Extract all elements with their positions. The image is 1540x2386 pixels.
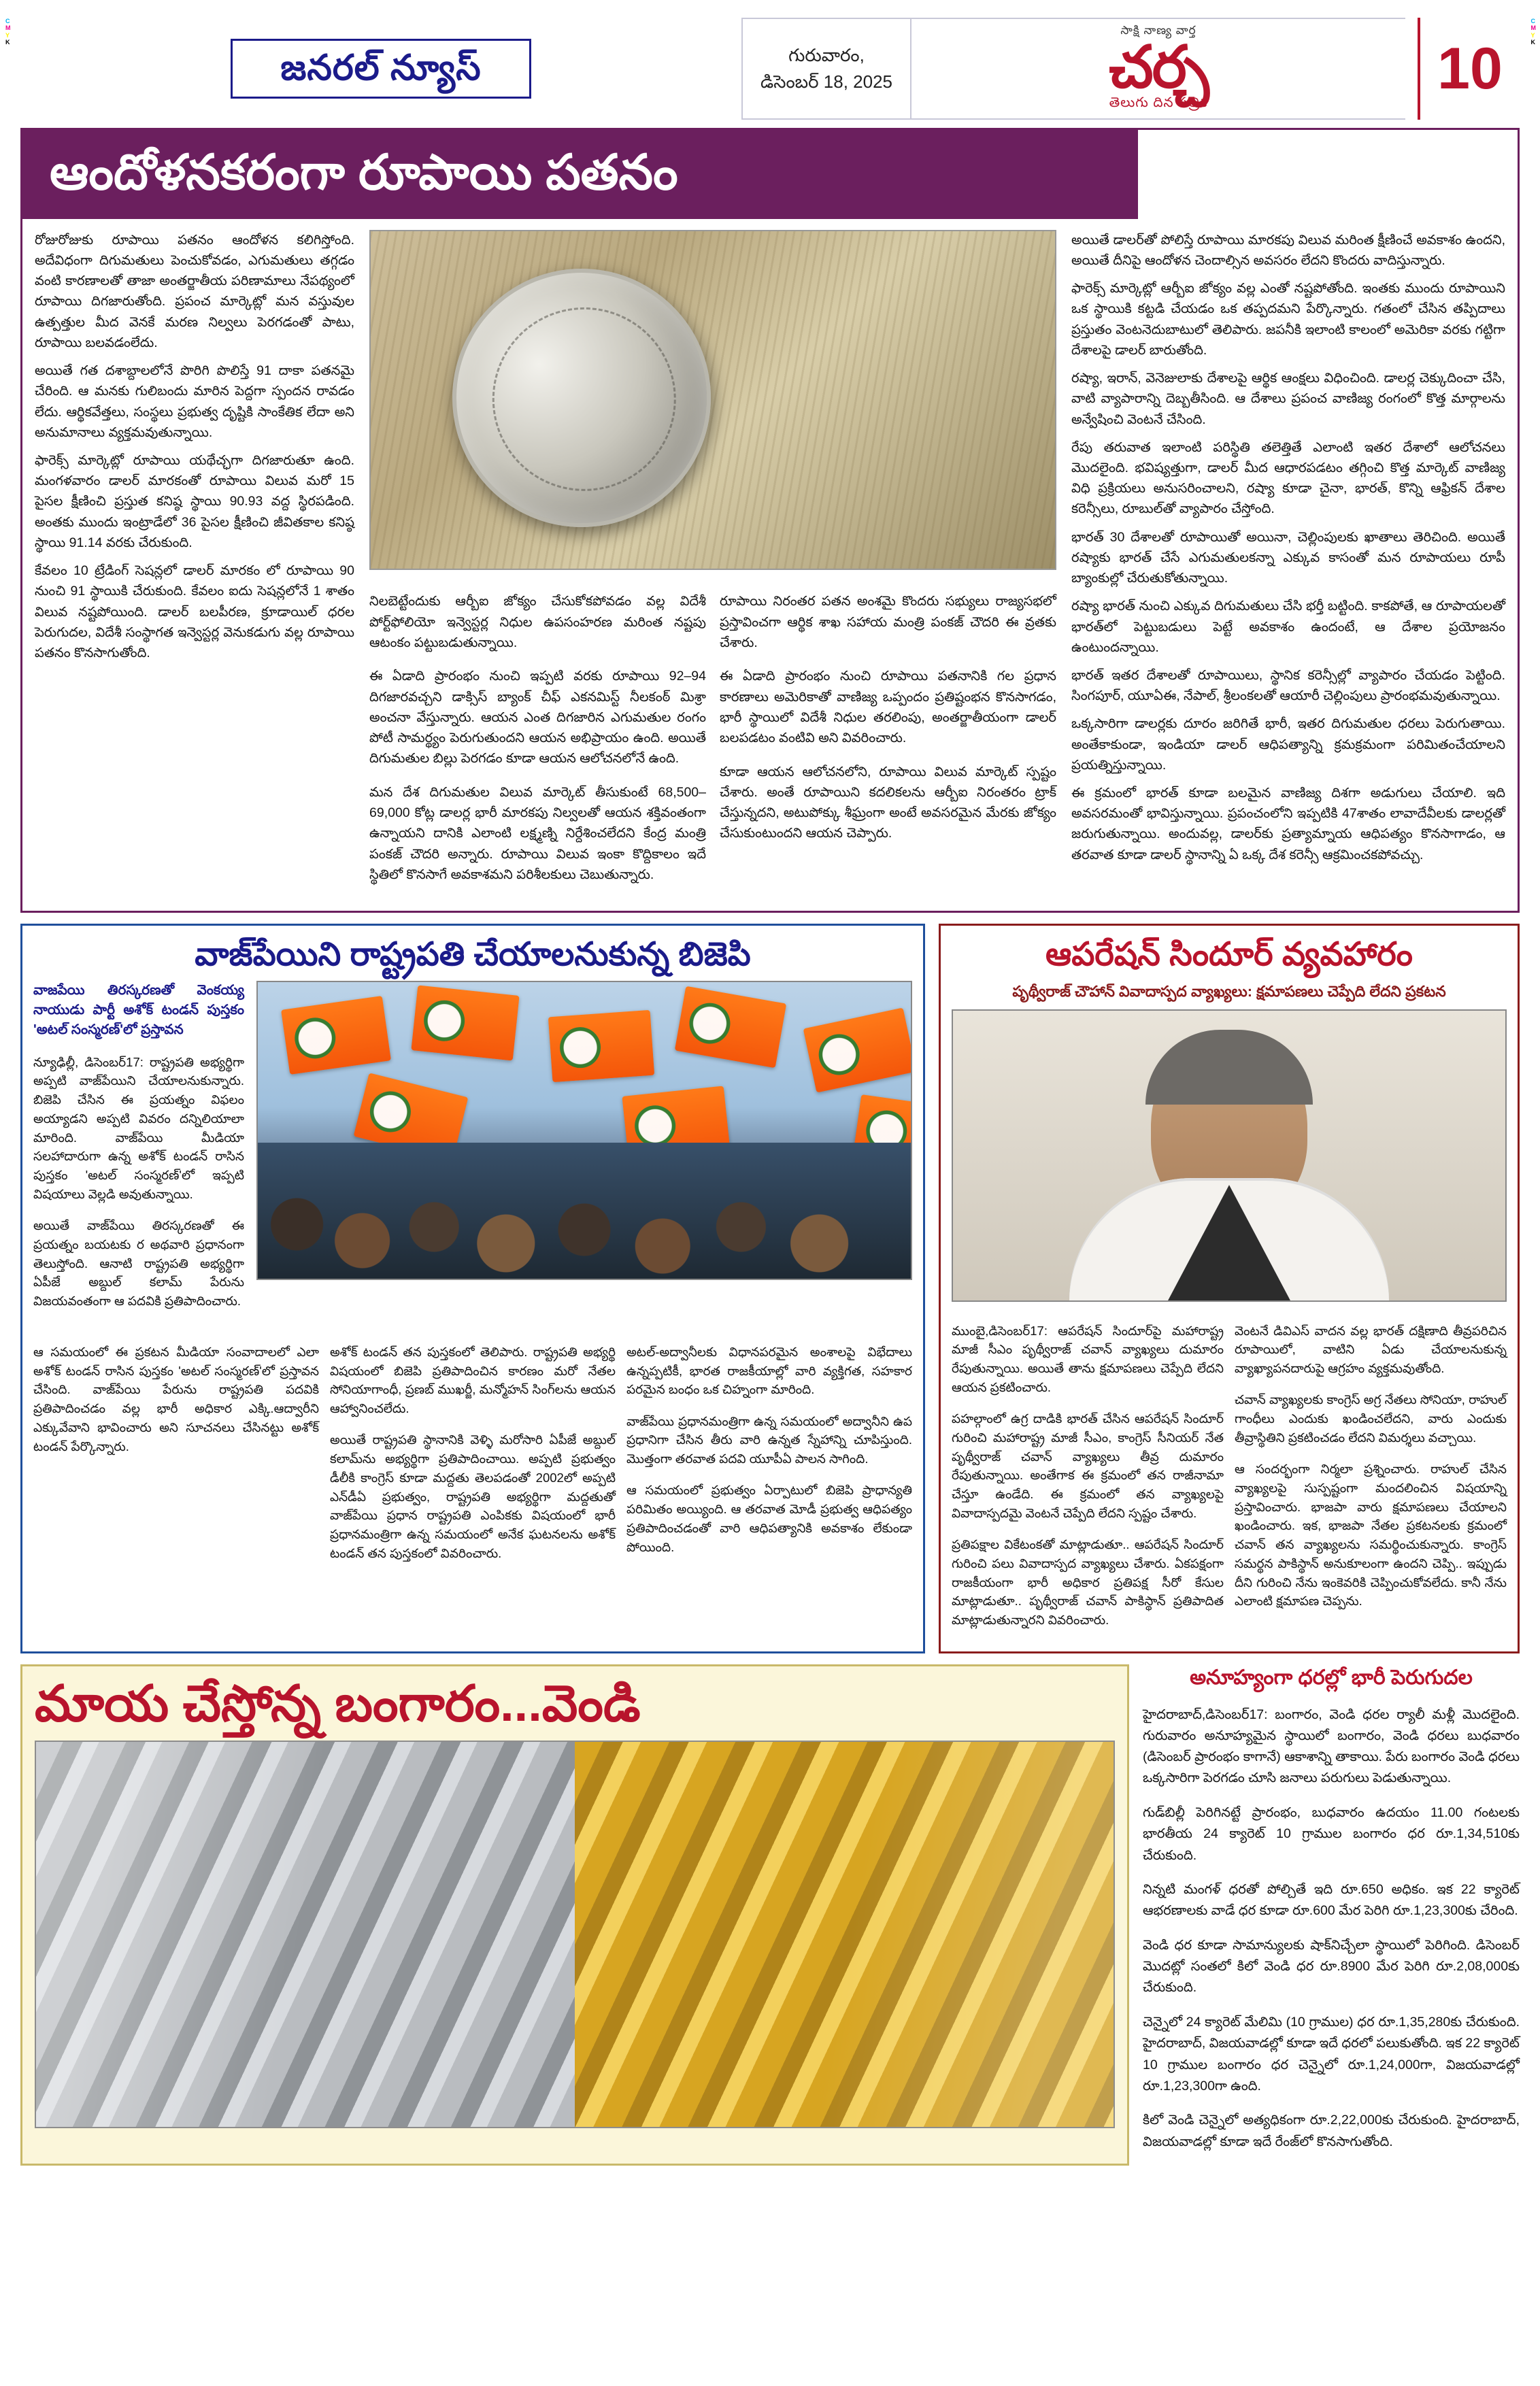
photo-prithviraj-chavan bbox=[952, 1009, 1507, 1302]
bjp-headline: వాజ్‌పేయిని రాష్ట్రపతి చేయాలనుకున్న బిజెపి bbox=[195, 936, 751, 973]
section-badge-wrap bbox=[20, 18, 741, 120]
sindoor-columns bbox=[952, 1309, 1507, 1642]
paragraph: ఫారెక్స్ మార్కెట్లో రూపాయి యథేచ్ఛగా దిగజారుతూ ఉంది. మంగళవారం డాలర్ మారకంతో రూపాయి విలువ మరో 15 పైసల క్షీణించి ప్రస్తుత కనిష్ఠ స్థాయి 90.93 వద్ద స్థిరపడింది. అంతకు ముందు ఇంట్రాడేలో 36 పైసల క్షీణించి జీవితకాల కనిష్ఠ స్థాయి 91.14 వరకు చేరుకుంది. bbox=[35, 452, 354, 550]
party-flag-icon bbox=[281, 996, 391, 1075]
paragraph: అటల్-అద్వానీలకు విధానపరమైన అంశాలపై విభేదాలు ఉన్నప్పటికీ, భారత రాజకీయాల్లో వారి వ్యక్తిగత, సహకార పరమైన బంధం ఒక చిహ్నంగా మారింది. bbox=[626, 1344, 912, 1397]
lead-column-2 bbox=[369, 578, 706, 898]
logo-tagline-top: సాక్షి నాణ్య వార్త bbox=[1120, 23, 1196, 37]
party-flag-icon bbox=[675, 986, 786, 1069]
bjp-column-2 bbox=[330, 1330, 616, 1575]
paragraph: రష్యా, ఇరాన్, వెనెజులాకు దేశాలపై ఆర్థిక ఆంక్షలు విధించింది. డాలర్ల చెక్కుదించా చేసి, వాటి వ్యాపారాన్ని దెబ్బతీసింది. ఆ దేశాలు ప్రపంచ వాణిజ్య రంగంలో కొత్త మార్గాలను అన్వేషించి వెంటనే చేసింది. bbox=[1071, 371, 1505, 427]
party-flag-icon bbox=[411, 986, 519, 1061]
paragraph: న్యూఢిల్లీ, డిసెంబర్17: రాష్ట్రపతి అభ్యర్థిగా అప్పటి వాజ్‌పేయిని చేయాలనుకున్నారు. బిజెపి చేసిన ఈ ప్రయత్నం విఫలం అయ్యాడని అప్పటి వివరం దన్నిలియాలా మారింది. వాజ్‌పేయి మీడియా సలహాదారుగా ఉన్న అశోక్ టండన్ రాసిన పుస్తకం 'అటల్ సంస్మరణ్'లో ఇప్పటి విషయాలు వెల్లడి అవుతున్నాయి. bbox=[33, 1054, 244, 1201]
photo-bjp-rally bbox=[256, 981, 912, 1280]
bjp-bottom-columns bbox=[33, 1330, 912, 1575]
cmyk-marks-right bbox=[1531, 18, 1537, 46]
paragraph: నిలబెట్టేందుకు ఆర్బీఐ జోక్యం చేసుకోకపోవడం వల్ల విదేశీ పోర్ట్‌ఫోలియో ఇన్వెస్టర్ల నిధుల ఉపసంహరణ మరింత నష్టపు ఆటంకం పట్టుబడుతున్నాయి. bbox=[369, 594, 706, 650]
bjp-column-3 bbox=[626, 1330, 912, 1575]
paragraph: రేపు తరువాత ఇలాంటి పరిస్థితి తలెత్తితే ఎలాంటి ఇతర దేశాలో ఆలోచనలు మొదలైంది. భవిష్యత్తుగా, డాలర్ మీద ఆధారపడటం తగ్గించి కొత్త మార్కెట్ వాణిజ్య విధి ప్రక్రియలు అనుసరించాలని, రష్యా కూడా చైనా, భారత్, కొన్ని ఆఫ్రికన్ దేశాల కరెన్సీలు, రూబుల్‌తో వ్యాపారం చేస్తోంది. bbox=[1071, 439, 1505, 517]
lead-column-1 bbox=[35, 230, 354, 898]
cmyk-c: C bbox=[1530, 18, 1535, 24]
sindoor-column-2 bbox=[1235, 1309, 1507, 1642]
sindoor-column-1 bbox=[952, 1309, 1224, 1642]
paragraph: వెంటనే డివిఎస్ వాదన వల్ల భారత్ దక్షిణాది తీవ్రపరిచిన రూపాయిలో, వాటిని ఏడు చేయాలనుకున్న వ్యాఖ్యాపనదారుపై ఆగ్రహం వ్యక్తమవుతోంది. bbox=[1235, 1323, 1507, 1376]
paper-logo-block bbox=[911, 18, 1405, 120]
paragraph: ప్రతిపక్షాల వికేటంకతో మాట్లాడుతూ.. ఆపరేషన్ సిందూర్ గురించి పలు వివాదాస్పద వ్యాఖ్యలు చేశారు. ఏకపక్షంగా రాజకీయంగా భారీ అధికార ప్రతిపక్ష సీరో కేసుల మాట్లాడుతూ.. పృథ్వీరాజ్ చవాన్ పాకిస్థాన్ ప్రతిపాదిత మాట్లాడుతున్నారని వివరించారు. bbox=[952, 1537, 1224, 1628]
paragraph: కేవలం 10 ట్రేడింగ్ సెషన్లలో డాలర్ మారకం లో రూపాయి 90 నుంచి 91 స్థాయికి చేరుకుంది. కేవలం ఐదు సెషన్లలోనే 1 శాతం విలువ నష్టపోయింది. డాలర్ బలపీరణ, క్రూడాయిల్ ధరల పెరుగుదల, విదేశీ సంస్థాగత ఇన్వెస్టర్ల వెనుకడుగు వల్ల రూపాయి పతనం కొనసాగుతోంది. bbox=[35, 563, 354, 660]
lead-caption-columns bbox=[369, 578, 1056, 898]
paragraph: భారత్ ఇతర దేశాలతో రూపాయిలు, స్థానిక కరెన్సీల్లో వ్యాపారం చేయడం పెట్టింది. సింగపూర్, యూఏఈ, నేపాల్, శ్రీలంకలతో ఆయారీ చెల్లింపులు ప్రారంభమవుతున్నాయి. bbox=[1071, 667, 1505, 704]
bjp-photo-wrap bbox=[256, 981, 912, 1323]
paragraph: ఒక్కసారిగా డాలర్లకు దూరం జరిగితే భారీ, ఇతర దిగుమతుల ధరలు పెరుగుతాయి. అంతేకాకుండా, ఇండియా డాలర్ ఆధిపత్యాన్ని క్రమక్రమంగా పరిమితంచేయాలని ప్రయత్నిస్తున్నాయి. bbox=[1071, 716, 1505, 773]
lead-columns bbox=[22, 219, 1518, 911]
paragraph: మన దేశ దిగుమతుల విలువ మార్కెట్ తీసుకుంటే 68,500–69,000 కోట్ల డాలర్ల భారీ మారకపు నిల్వలతో ఆయన శక్తివంతంగా ఉన్నాయని దానికి ఎలాంటి లక్ష్మణ్ని నిర్దేశించలేదని కేంద్ర మంత్రి పంకజ్ చౌదరి అన్నారు. రూపాయి విలువ ఇంకా కొద్దికాలం ఇదే స్థితిలో కొనసాగే అవకాశమని పరిశీలకులు చెబుతున్నారు. bbox=[369, 785, 706, 882]
logo-tagline-bottom: తెలుగు దిన పత్రిక bbox=[1109, 95, 1208, 111]
paragraph: భారత్ 30 దేశాలతో రూపాయితో అయినా, చెల్లింపులకు ఖాతాలు తెరిచింది. అయితే రష్యాకు భారత్ చేసే ఎగుమతులకన్నా ఎక్కువ కాసంతో మన రూపాయలు రూపీ బ్యాంకుల్లో చేరుతుకోతున్నాయి. bbox=[1071, 529, 1505, 586]
paragraph: ఆ సందర్భంగా నిర్మలా ప్రశ్నించారు. రాహుల్ చేసిన వ్యాఖ్యలపై సుస్పష్టంగా మందలించిన విషయాన్ని ప్రస్తావించారు. భాజపా వారు క్షమాపణలు చేయాలని ఖండించారు. ఇక, భాజపా నేతల ప్రకటనలకు క్రమంలో చవాన్ తన వ్యాఖ్యలను సమర్థించుకున్నారు. కాంగ్రెస్ సమర్థన పాకిస్థాన్ అనుకూలంగా ఉందని చెప్పి.. ఇప్పుడు దీని గురించి నేను ఇంకెవరికి చెప్పించుకోవలేదు. కానీ నేను ఎలాంటి క్షమాపణ చెప్పను. bbox=[1235, 1462, 1507, 1609]
paragraph: అయితే వాజ్‌పేయి తిరస్కరణతో ఈ ప్రయత్నం బయటకు ర అథవారి ప్రధానంగా తెలుస్తోంది. ఆనాటి రాష్ట్రపతి అభ్యర్థిగా ఏపీజే అబ్దుల్ కలామ్ పేరును విజయవంతంగా ఆ పదవికి ప్రతిపాదించారు. bbox=[33, 1218, 244, 1309]
bjp-subhead-column bbox=[33, 981, 244, 1323]
paragraph: ఈ ఏడాది ప్రారంభం నుంచి ఇప్పటి వరకు రూపాయి 92–94 దిగజారవచ్చని డాక్సిస్ బ్యాంక్ చీఫ్ ఎకనమిస్ట్ నీలకంఠ్ మిశ్రా అంచనా వేస్తున్నారు. ఆయన ఎంత దిగజారిన ఎగుమతుల రంగం పోటీ సామర్థ్యం పెరుగుతుందని ఆయన అభిప్రాయం ఉంది. అయితే దిగుమతుల బిల్లు పెరగడం కూడా ఆయన ఆలోచనలోనే ఉంది. bbox=[369, 669, 706, 767]
paragraph: ఈ క్రమంలో భారత్ కూడా బలమైన వాణిజ్య దిశగా అడుగులు చేయాలి. ఇది అవసరమంతో భావిస్తున్నాయి. ప్రపంచంలోని ఇప్పటికి 47శాతం లావాదేవీలకు డాలర్లతో జరుగుతున్నాయి. అందువల్ల, డాలర్‌కు ప్రత్యామ్నాయ ఆధిపత్యం కొనసాగాడం, ఆ తరవాత కూడా డాలర్ స్థానాన్ని ఏ ఒక్క దేశ కరెన్సీ ఆక్రమించకపోవచ్చు. bbox=[1071, 786, 1505, 862]
photo-gold-silver-bars bbox=[35, 1741, 1115, 2128]
bjp-subhead: వాజపేయి తిరస్కరణతో వెంకయ్య నాయుడు పార్టీ అశోక్ టండన్ పుస్తకం 'అటల్ సంస్మరణ్'లో ప్రస్తావన bbox=[33, 983, 244, 1038]
paragraph: ఆ సమయంలో ప్రభుత్వం ఏర్పాటులో బిజెపి ప్రాధాన్యతి పరిమితం అయ్యింది. ఆ తరవాత మోడీ ప్రభుత్వ ఆధిపత్యం ప్రతిపాదించడంతో వారి ఆధిపత్యానికి అవకాశం లేకుండా పోయింది. bbox=[626, 1483, 912, 1554]
publication-date bbox=[741, 18, 911, 120]
gold-text-column bbox=[1143, 1664, 1520, 2166]
gold-headline: మాయ చేస్తోన్న బంగారం...వెండి bbox=[35, 1675, 641, 1732]
cmyk-m: M bbox=[1530, 24, 1536, 32]
photo-rupee-coin-dollar bbox=[369, 230, 1056, 570]
party-flag-icon bbox=[803, 1008, 912, 1093]
paragraph: ఈ ఏడాది ప్రారంభం నుంచి రూపాయి పతనానికి గల ప్రధాన కారణాలు అమెరికాతో వాణిజ్య ఒప్పందం ప్రతిష్టంభన కొనసాగడం, భారీ స్థాయిలో విదేశీ నిధుల తరలింపు, అంతర్జాతీయంగా డాలర్ బలపడటం వంటివి అని వివరించారు. bbox=[720, 669, 1056, 746]
cmyk-y: Y bbox=[5, 31, 10, 39]
gold-kicker: అనూహ్యంగా ధరల్లో భారీ పెరుగుదల bbox=[1190, 1666, 1473, 1690]
portrait-hair bbox=[1145, 1030, 1313, 1105]
sindoor-subhead: పృథ్వీరాజ్ చౌహాన్ వివాదాస్పద వ్యాఖ్యలు: క్షమాపణలు చెప్పేది లేదని ప్రకటన bbox=[1012, 983, 1446, 1001]
paragraph: చెన్నైలో 24 క్యారెట్ మేలిమి (10 గ్రాముల) ధర రూ.1,35,280కు చేరుకుంది. హైదరాబాద్, విజయవాడల్లో కూడా ఇదే ధరలో పలుకుతోంది. ఇక 22 క్యారెట్ 10 గ్రాముల బంగారం ధర చెన్నైలో రూ.1,24,000గా, విజయవాడల్లో రూ.1,23,300గా ఉంది. bbox=[1143, 2015, 1520, 2094]
lead-column-4 bbox=[1071, 230, 1505, 898]
bjp-top-row bbox=[33, 981, 912, 1323]
bars-sheen bbox=[36, 1742, 1114, 2127]
lead-middle-block bbox=[369, 230, 1056, 898]
paragraph: కూడా ఆయన ఆలోచనలోని, రూపాయి విలువ మార్కెట్ స్పష్టం చేశారు. అంతే రూపాయిని కదలికలను ఆర్బీఐ నిరంతరం ట్రాక్ చేస్తున్నదని, అటుపోక్కు శీఘ్రంగా అంటే అవసరమైన మేరకు జోక్యం చేసుకుంటుందని ఆయన చెప్పారు. bbox=[720, 764, 1056, 841]
paragraph: పహల్గాంలో ఉగ్ర దాడికి భారత్ చేసిన ఆపరేషన్ సిందూర్ గురించి మహారాష్ట్ర మాజీ సీఎం, కాంగ్రెస్ సీనియర్ నేత పృథ్వీరాజ్ చవాన్ వ్యాఖ్యలు తీవ్ర దుమారం రేపుతున్నాయి. అంతేగాక ఈ క్రమంలో తన రాజీనామా చేస్తూ ఉండేది. ఈ క్రమంలో తన వ్యాఖ్యలపై వివాదాస్పదమై వెంటనే చెప్పేది లేదని స్పష్టం చేశారు. bbox=[952, 1411, 1224, 1520]
headline-filler bbox=[1138, 130, 1518, 219]
masthead bbox=[20, 18, 1520, 120]
page-number: 10 bbox=[1418, 18, 1520, 120]
secondary-stories-row bbox=[20, 924, 1520, 1654]
paragraph: నిన్నటి మంగళ్ ధరతో పోల్చితే ఇది రూ.650 అధికం. ఇక 22 క్యారెట్ ఆభరణాలకు వాడే ధర కూడా రూ.600 మేర పెరిగి రూ.1,23,300కు చేరింది. bbox=[1143, 1882, 1520, 1919]
section-title: జనరల్ న్యూస్ bbox=[231, 39, 531, 98]
lead-headline-wrap bbox=[22, 130, 1518, 219]
story-bjp bbox=[20, 924, 925, 1654]
paragraph: ఫారెక్స్ మార్కెట్లో ఆర్బీఐ జోక్యం వల్ల ఎంతో నష్టపోతోంది. ఇంతకు ముందు రూపాయిని ఒక స్థాయికి కట్టడి చేయడం ఒక తప్పదమని పేర్కొన్నారు. గతంలో చేసిన తప్పిదాలు ప్రస్తుతం వెంటనెదుబాటులో తెలిపారు. జపనీకి ఇలాంటి కాలంలో అమెరికా వరకు గట్టిగా దేశాలపై డాలర్ బారుతోంది. bbox=[1071, 281, 1505, 358]
gold-body bbox=[1143, 1704, 1520, 2153]
paragraph: రోజురోజుకు రూపాయి పతనం ఆందోళన కలిగిస్తోంది. అదేవిధంగా దిగుమతులు పెంచుకోవడం, ఎగుమతులు తగ్గడం వంటి కారణాలతో తాజా అంతర్జాతీయ పరిణామాలు నేపథ్యంలో రూపాయి దిగజారుతోంది. ప్రపంచ మార్కెట్లో మన వస్తువుల ఉత్పత్తుల మీద వెనకే మరణ నిల్వలు పెరగడంతో పాటు, రూపాయి బలవడంలేదు. bbox=[35, 232, 354, 350]
paragraph: గుడ్‌బిల్లీ పెరిగినట్టే ప్రారంభం, బుధవారం ఉదయం 11.00 గంటలకు భారతీయ 24 క్యారెట్ 10 గ్రాముల బంగారం ధర రూ.1,34,510కు చేరుకుంది. bbox=[1143, 1805, 1520, 1863]
paragraph: హైదరాబాద్,డిసెంబర్17: బంగారం, వెండి ధరల ర్యాలీ మళ్లీ మొదలైంది. గురువారం అనూహ్యమైన స్థాయిలో బంగారం, వెండి ధరలు బుధవారం (డిసెంబర్ ప్రారంభం కాగానే) ఆకాశాన్ని తాకాయి. పేరు బంగారం వెండి ధరలు ఒక్కసారిగా పెరగడం చూసి జనాలు పరుగులు పెడుతున్నాయి. bbox=[1143, 1707, 1520, 1786]
cmyk-m: M bbox=[5, 24, 11, 32]
date-full: డిసెంబర్ 18, 2025 bbox=[760, 71, 893, 92]
paragraph: వెండి ధర కూడా సామాన్యులకు షాక్‌నిచ్చేలా స్థాయిలో పెరిగింది. డిసెంబర్ మొదట్లో సంతలో కిలో వెండి ధర రూ.8900 మేర పెరిగి రూ.2,08,000కు చేరుకుంది. bbox=[1143, 1938, 1520, 1996]
paragraph: అయితే రాష్ట్రపతి స్థానానికి వెళ్ళి మరోసారి ఏపీజే అబ్దుల్ కలామ్‌ను అభ్యర్థిగా ప్రతిపాదించాయి. అప్పటి ప్రభుత్వం డీలీకి కాంగ్రెస్ కూడా మద్దతు తెలపడంతో 2002లో అప్పటి ఎన్‌డీఏ ప్రభుత్వం, రాష్ట్రపతి అభ్యర్థిగా మద్దతుతో వాజ్‌పేయి ప్రధాన రాష్ట్రపతి ఎంపికకు విషయంలో భారీ ప్రధానమంత్రిగా ఉన్న సమయంలో అనేక ఘటనలను అశోక్ టండన్ తన పుస్తకంలో వివరించారు. bbox=[330, 1432, 616, 1560]
story-gold bbox=[20, 1664, 1129, 2166]
gold-story-row bbox=[20, 1664, 1520, 2166]
paragraph: చవాన్ వ్యాఖ్యలకు కాంగ్రెస్ అగ్ర నేతలు సోనియా, రాహుల్ గాంధీలు ఎందుకు ఖండించలేదని, వారు ఎందుకు తీవ్రాస్థితిని ప్రకటించడం లేదని విమర్శలు వచ్చాయి. bbox=[1235, 1392, 1507, 1445]
sindoor-headline: ఆపరేషన్ సిందూర్ వ్యవహారం bbox=[1045, 936, 1413, 973]
bjp-column-1 bbox=[33, 1330, 319, 1575]
cmyk-k: K bbox=[1530, 39, 1535, 46]
party-flag-icon bbox=[548, 1010, 654, 1082]
paragraph: అయితే గత దశాబ్దాలలోనే పొరిగి పొలిస్తే 91 దాకా పతనమై చేరింది. ఆ మనకు గులిబందు మారిన పెద్దగా స్పందన రావడం లేదు. ఆర్థికవేత్తలు, సంస్థలు ప్రభుత్వ దృష్టికి సాంకేతిక లేదా అని అనుమానాలు వ్యక్తమవుతున్నాయి. bbox=[35, 363, 354, 440]
lead-story bbox=[20, 128, 1520, 913]
story-sindoor bbox=[939, 924, 1520, 1654]
paragraph: అయితే డాలర్‌తో పోలిస్తే రూపాయి మారకపు విలువ మరింత క్షీణించే అవకాశం ఉందని, అయితే దీనిపై ఆందోళన చెందాల్సిన అవసరం లేదని కొందరు వాదిస్తున్నారు. bbox=[1071, 232, 1505, 269]
crowd bbox=[258, 1143, 911, 1279]
cmyk-y: Y bbox=[1530, 31, 1535, 39]
paragraph: ముంబై,డిసెంబర్17: ఆపరేషన్ సిందూర్‌పై మహారాష్ట్ర మాజీ సీఎం పృథ్వీరాజ్ చవాన్ వ్యాఖ్యలు దుమారం రేపుతున్నాయి. అయితే తాను క్షమాపణలు చెప్పేది లేదని ఆయన ప్రకటించారు. bbox=[952, 1323, 1224, 1394]
cmyk-c: C bbox=[5, 18, 10, 24]
paragraph: కిలో వెండి చెన్నైలో అత్యధికంగా రూ.2,22,000కు చేరుకుంది. హైదరాబాద్, విజయవాడల్లో కూడా ఇదే రేంజ్‌లో కొనసాగుతోంది. bbox=[1143, 2113, 1520, 2149]
date-weekday: గురువారం, bbox=[788, 45, 865, 65]
cmyk-k: K bbox=[5, 39, 10, 46]
lead-headline: ఆందోళనకరంగా రూపాయి పతనం bbox=[22, 130, 1138, 219]
lead-column-3 bbox=[720, 578, 1056, 898]
paragraph: అశోక్ టండన్ తన పుస్తకంలో తెలిపారు. రాష్ట్రపతి అభ్యర్థి విషయంలో బిజెపి ప్రతిపాదించిన కారణం మరో నేతల సోనియాగాంధీ, ప్రణబ్ ముఖర్జీ, మన్మోహన్ సింగ్‌లను ఆయన ఆహ్వానించలేదు. bbox=[330, 1344, 616, 1416]
paper-logo: చర్చ bbox=[1109, 34, 1208, 100]
paragraph: వాజ్‌పేయి ప్రధానమంత్రిగా ఉన్న సమయంలో అద్వానీని ఉప ప్రధానిగా చేసిన తీరు వారి ఉన్నత స్నేహాన్ని చూపిస్తుంది. మొత్తంగా తరవాత పదవి యూపీఏ పాలన సాగింది. bbox=[626, 1413, 912, 1466]
cmyk-marks-left bbox=[5, 18, 11, 46]
paragraph: ఆ సమయంలో ఈ ప్రకటన మీడియా సంవాదాలలో ఎలా అశోక్ టండన్ రాసిన పుస్తకం 'అటల్ సంస్మరణ్'లో ప్రస్తావన చేసింది. వాజ్‌పేయి పేరును రాష్ట్రపతి పదవికి ప్రతిపాదించడం వల్ల భారీ అధికార ఎక్కి.ఆద్వారీని ఎక్కువేవాని భావించారు అని సూచనలు చేసినట్టు అశోక్ టండన్ పేర్కొన్నారు. bbox=[33, 1344, 319, 1454]
paragraph: రష్యా భారత్ నుంచి ఎక్కువ దిగుమతులు చేసి భర్తీ బట్టింది. కాకపోతే, ఆ రూపాయలతో భారత్‌లో పెట్టుబడులు పెట్టే అవకాశం ఉందంటే, ఆ దేశాల ప్రయోజనం ఉంటుందన్నాయి. bbox=[1071, 599, 1505, 655]
paragraph: రూపాయి నిరంతర పతన అంశమై కొందరు సభ్యులు రాజ్యసభలో ప్రస్తావించగా ఆర్థిక శాఖ సహాయ మంత్రి పంకజ్ చౌదరి ఈ వ్రతకు చేశారు. bbox=[720, 594, 1056, 650]
